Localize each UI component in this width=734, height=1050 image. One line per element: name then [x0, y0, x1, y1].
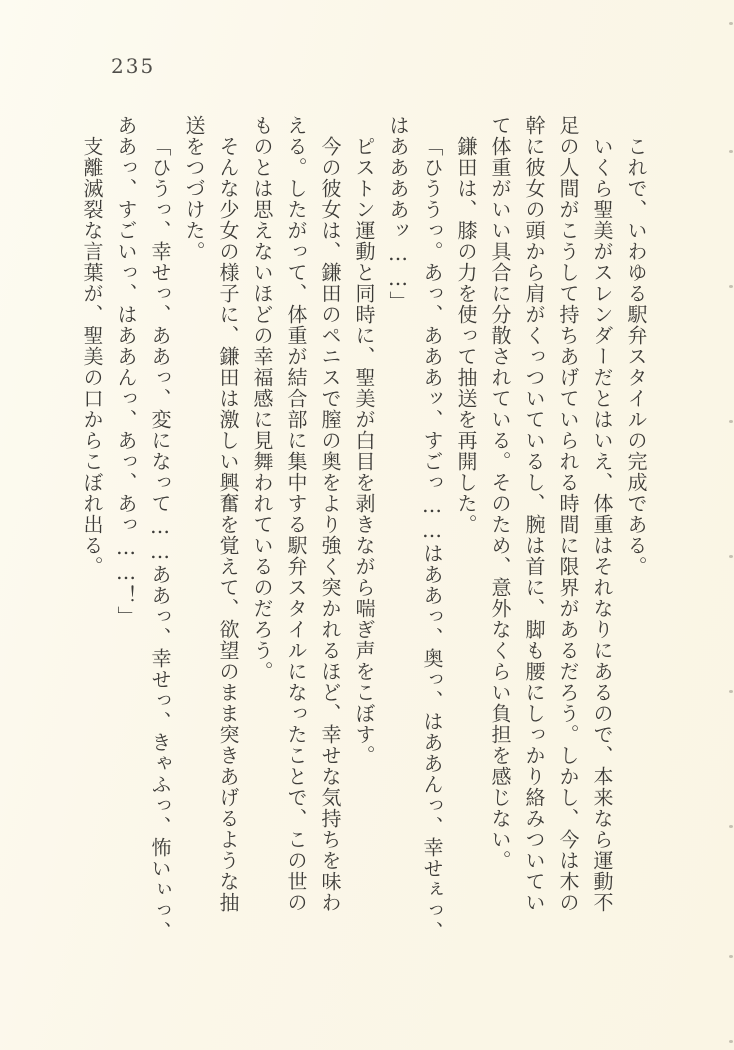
edge-speck: [729, 955, 733, 958]
text-line: 鎌田は、膝の力を使って抽送を再開した。: [454, 136, 478, 535]
edge-speck: [729, 690, 733, 693]
body-text: [75, 115, 653, 955]
text-line: ああっ、すごいっ、はああんっ、あっ、あっ……！」: [114, 115, 138, 627]
text-line: 足の人間がこうして持ちあげていられる時間に限界があるだろう。しかし、今は木の: [556, 115, 580, 913]
text-line: いくら聖美がスレンダーだとはいえ、体重はそれなりにあるので、本来なら運動不: [590, 136, 614, 913]
page-number: 235: [111, 54, 156, 78]
edge-speck: [729, 1040, 733, 1043]
edge-speck: [729, 285, 733, 288]
edge-speck: [729, 825, 733, 828]
text-line: 「ひううっ。あっ、あああッ、すごっ……はああっ、奥っ、はああんっ、幸せぇっ、: [420, 136, 444, 942]
edge-speck: [729, 150, 733, 153]
text-line: 「ひうっ、幸せっ、ああっ、変になって……ああっ、幸せっ、きゃふっ、怖いぃっ、: [148, 136, 172, 942]
text-line: はああああッ……」: [386, 115, 410, 312]
text-line: 今の彼女は、鎌田のペニスで膣の奥をより強く突かれるほど、幸せな気持ちを味わ: [318, 136, 342, 913]
edge-speck: [729, 420, 733, 423]
text-line: 送をつづけた。: [182, 115, 206, 262]
edge-speck: [729, 555, 733, 558]
text-line: ピストン運動と同時に、聖美が白目を剥きながら喘ぎ声をこぼす。: [352, 136, 376, 766]
text-line: そんな少女の様子に、鎌田は激しい興奮を覚えて、欲望のまま突きあげるような抽: [216, 136, 240, 913]
text-line: て体重がいい具合に分散されている。そのため、意外なくらい負担を感じない。: [488, 115, 512, 871]
scan-artifacts: [724, 0, 734, 1050]
edge-speck: [729, 22, 733, 25]
text-line: これで、いわゆる駅弁スタイルの完成である。: [624, 136, 648, 577]
text-line: える。したがって、体重が結合部に集中する駅弁スタイルになったことで、この世の: [284, 115, 308, 913]
text-line: 幹に彼女の頭から肩がくっついているし、腕は首に、脚も腰にしっかり絡みついてい: [522, 115, 546, 913]
text-line: ものとは思えないほどの幸福感に見舞われているのだろう。: [250, 115, 274, 682]
text-line: 支離滅裂な言葉が、聖美の口からこぼれ出る。: [80, 136, 104, 577]
